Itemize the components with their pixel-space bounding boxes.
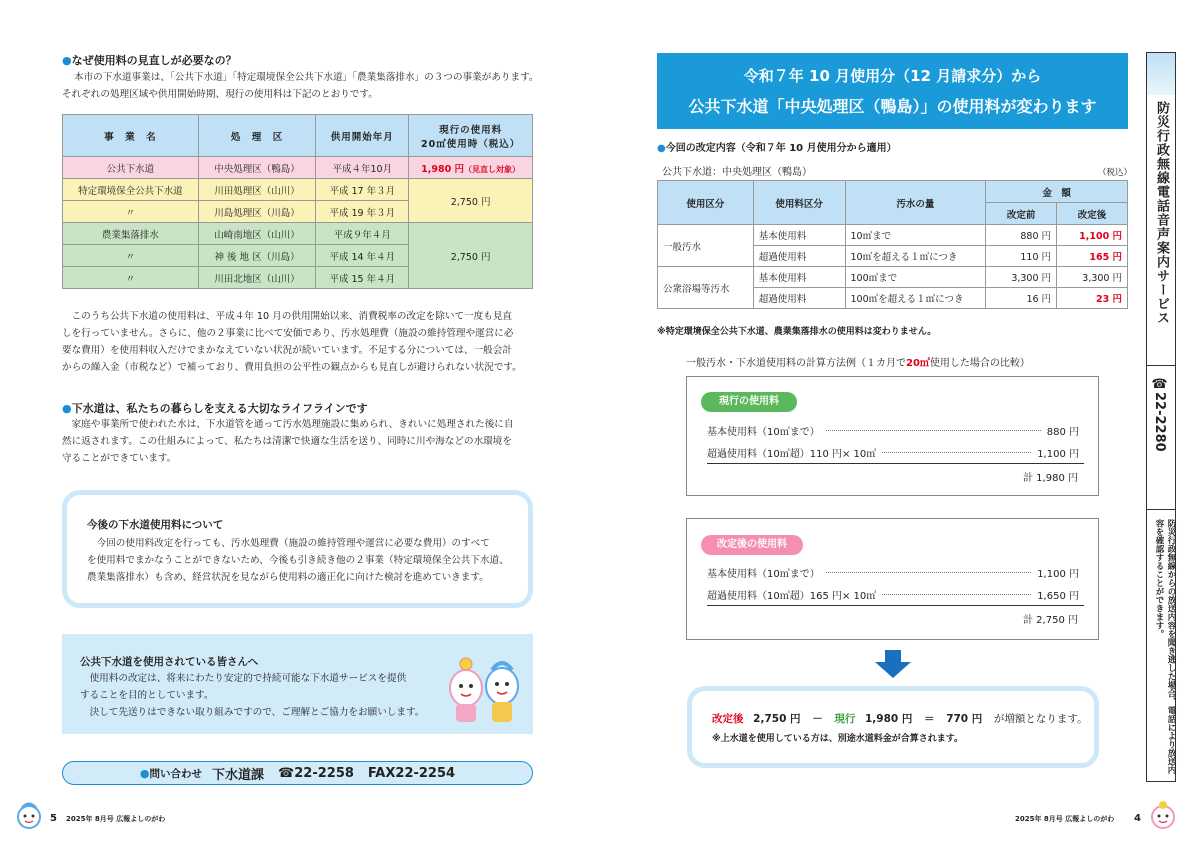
calc-title: 一般汚水・下水道使用料の計算方法例（１カ月で20㎥使用した場合の比較）	[686, 358, 1030, 369]
mascot-icon	[1148, 800, 1178, 830]
table-row: 公共下水道 中央処理区（鴨島） 平成４年10月 1,980 円（見直し対象）	[63, 157, 533, 179]
table-row: 公衆浴場等汚水 基本使用料 100㎥まで 3,300 円 3,300 円	[658, 267, 1128, 288]
future-box	[62, 490, 533, 608]
project-table: 事 業 名 処 理 区 供用開始年月 現行の使用料 20㎥使用時（税込） 公共下水道 中央処理区（鴨島） 平成４年10月 1,980 円（見直し対象） 特定環境保全公共下水道 川田処理区（山川） 平成 17 年３月 2,750 円 〃 川島処理区（川島） 平成 19 年３月 農業集落排水 山崎南地区（山川） 平成９年４月 2,750 円 〃 神 後 地 区（川島） 平成 14 年４月 〃 川田北地区（山川） 平成 15 年４月	[62, 114, 533, 289]
arrow-down-icon	[875, 650, 911, 678]
contact-bar: ● 問い合わせ 下水道課 ☎22-2258 FAX22-2254	[62, 761, 533, 785]
page-number-right: 4	[1134, 813, 1141, 824]
table-row: 超過使用料 10㎥を超える１㎥につき 110 円 165 円	[658, 246, 1128, 267]
fee-table: 使用区分 使用料区分 汚水の量 金 額 改定前 改定後 一般汚水 基本使用料 10㎥まで 880 円 1,100 円 超過使用料 10㎥を超える１㎥につき 110 円 165 円 公衆浴場等汚水 基本使用料 100㎥まで 3,300 円 3,300 円 超過使用料 100㎥を超える１㎥につき 16 円 23 円	[657, 180, 1128, 309]
table-note: ※特定環境保全公共下水道、農業集落排水の使用料は変わりません。	[657, 327, 937, 337]
table-row: 超過使用料 100㎥を超える１㎥につき 16 円 23 円	[658, 288, 1128, 309]
section-heading-lifeline: ●下水道は、私たちの暮らしを支える大切なライフラインです	[62, 402, 368, 415]
revision-subtitle: 公共下水道：中央処理区（鴨島）	[662, 167, 812, 178]
notice-title: 公共下水道を使用されている皆さんへ	[80, 656, 259, 668]
side-column	[1146, 52, 1176, 782]
page-number-left: 5	[50, 813, 57, 824]
footer-issue-left: 2025年 8月号 広報よしのがわ	[66, 815, 166, 823]
side-tel[interactable]: ☎22-2280	[1152, 377, 1167, 452]
notice-box	[62, 634, 533, 734]
current-fee-label: 現行の使用料	[701, 392, 797, 412]
revised-fee-box: 改定後の使用料 基本使用料（10㎥まで） 1,100 円 超過使用料（10㎥超）165 円× 10㎥ 1,650 円 計 2,750 円	[686, 518, 1099, 640]
contact-fax: FAX22-2254	[367, 765, 456, 781]
table-row: 〃 川田北地区（山川） 平成 15 年４月	[63, 267, 533, 289]
section-heading-why: ●なぜ使用料の見直しが必要なの？	[62, 54, 237, 67]
future-title: 今後の下水道使用料について	[87, 519, 224, 531]
table-row: 一般汚水 基本使用料 10㎥まで 880 円 1,100 円	[658, 225, 1128, 246]
table-row: 〃 川島処理区（川島） 平成 19 年３月	[63, 201, 533, 223]
side-title: 防災行政無線電話音声案内サービス	[1154, 101, 1169, 325]
intro-text: 本市の下水道事業は、「公共下水道」「特定環境保全公共下水道」「農業集落排水」の３つの事業があります。 それぞれの処理区域や供用開始時期、現行の使用料は下記のとおりです。	[62, 72, 539, 100]
contact-tel[interactable]: ☎22-2258	[278, 765, 354, 781]
footer-issue-right: 2025年 8月号 広報よしのがわ	[1015, 815, 1115, 823]
result-line: 改定後 2,750 円 － 現行 1,980 円 ＝ 770 円 が増額となります。	[712, 713, 1088, 725]
lifeline-text: 家庭や事業所で使われた水は、下水道管を通って汚水処理施設に集められ、きれいに処理された後に自 然に返されます。この仕組みによって、私たちは清潔で快適な生活を送り、同時に川や海などの水環境を 守ることができています。	[62, 419, 514, 464]
future-text: 今回の使用料改定を行っても、汚水処理費（施設の維持管理や運営に必要な費用）のすべて を使用料でまかなうことができないため、今後も引き続き他の２事業（特定環境保全公共下水道、 農業集落排水）も含め、経営状況を見ながら使用料の適正化に向けた検討を進めていきます。	[87, 538, 509, 583]
table-row: 農業集落排水 山崎南地区（山川） 平成９年４月 2,750 円	[63, 223, 533, 245]
mascot-icon	[14, 800, 44, 830]
result-box	[687, 686, 1099, 768]
revision-heading: ●今回の改定内容（令和７年 10 月使用分から適用）	[657, 143, 897, 154]
mascot-illustration	[440, 648, 528, 730]
headline-banner: 令和７年 10 月使用分（12 月請求分）から 公共下水道「中央処理区（鴨島）」の使用料が変わります	[657, 53, 1128, 129]
result-note: ※上水道を使用している方は、別途水道料金が合算されます。	[712, 734, 964, 744]
revised-fee-label: 改定後の使用料	[701, 535, 803, 555]
notice-text: 使用料の改定は、将来にわたり安定的で持続可能な下水道サービスを提供 することを目的としています。 決して先送りはできない取り組みですので、ご理解とご協力をお願いします。	[80, 673, 425, 718]
table-row: 〃 神 後 地 区（川島） 平成 14 年４月	[63, 245, 533, 267]
table-row: 特定環境保全公共下水道 川田処理区（山川） 平成 17 年３月 2,750 円	[63, 179, 533, 201]
explanation-text: このうち公共下水道の使用料は、平成４年 10 月の供用開始以来、消費税率の改定を除いて一度も見直 しを行っていません。さらに、他の２事業に比べて安価であり、汚水処理費（施設の維持管理や運営に必 要な費用）を使用料収入だけでまかなえていない状況が続いています。不足する分については、一般会計 からの繰入金（市税など）で補っており、費用負担の公平性の観点からも見直しが避けられない状況です。	[62, 311, 522, 373]
side-desc: 防災行政無線からの放送内容を聞き逃した場合、電話により放送内容を確認することができます。	[1154, 519, 1176, 774]
tax-note: （税込）	[1098, 168, 1133, 178]
current-fee-box: 現行の使用料 基本使用料（10㎥まで） 880 円 超過使用料（10㎥超）110 円× 10㎥ 1,100 円 計 1,980 円	[686, 376, 1099, 496]
